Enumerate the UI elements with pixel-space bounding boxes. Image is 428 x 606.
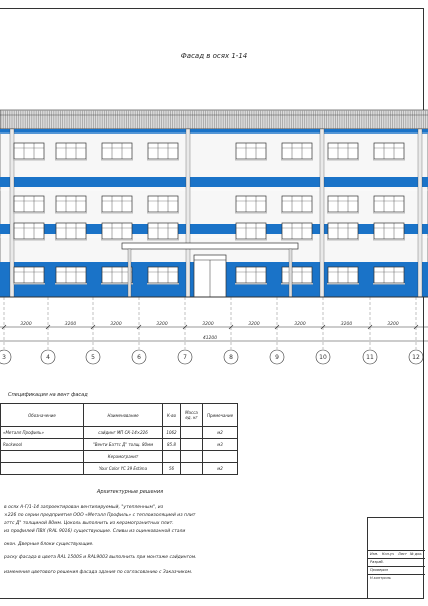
window [56,143,86,159]
axis-label: 8 [229,354,233,361]
title-block-row [368,574,425,583]
window-sill [327,212,359,214]
spec-qty: 1062 [163,427,181,439]
window-sill [13,283,45,285]
axis-label: 3 [2,354,6,361]
spec-title: Спецификация на вент фасад [8,392,88,398]
window-sill [327,239,359,241]
note-line: окон. Дверные блоки существующие. [4,542,94,547]
dimension-label: 3200 [340,322,353,327]
window [102,223,132,239]
canopy-post [128,249,131,297]
window [282,267,312,283]
window-sill [101,239,133,241]
spec-name: сайдинг МП СК-14×226 [84,427,163,439]
window [282,143,312,159]
window-sill [13,212,45,214]
entrance-canopy [122,243,298,249]
window [148,223,178,239]
window-sill [327,283,359,285]
window [14,267,44,283]
stamp-norm-control: Н.контроль [370,576,391,580]
spec-header-name: Наименование [84,404,163,427]
spec-table [0,403,238,475]
note-line: изменения цветового решения фасада здания по согласованию с Заказчиком. [4,570,193,575]
spec-row [1,463,238,475]
spec-note: м2 [203,463,238,475]
window [102,143,132,159]
stamp-col-count: Кол.уч [382,552,395,556]
window-sill [55,159,87,161]
note-line: раску фасада в цвета RAL 1500S и RAL9003 выполнить при монтаже сайдингом. [4,555,197,560]
note-line: из профилей ПВХ (RAL 9016) существующие. Сливы из оцинкованной стали [4,529,186,534]
window-sill [13,159,45,161]
canopy-post [289,249,292,297]
stamp-developer: Разраб. [370,560,384,564]
window [14,196,44,212]
spec-mass [181,451,203,463]
window-sill [235,239,267,241]
dimension-label: 3200 [248,322,260,327]
window-sill [235,159,267,161]
window [328,223,358,239]
pilaster [186,129,190,297]
spec-designation: Rockwool [1,439,84,451]
spec-designation [1,463,84,475]
window [102,196,132,212]
window [148,267,178,283]
window-sill [101,159,133,161]
window [328,143,358,159]
window [236,223,266,239]
window [236,267,266,283]
window-sill [373,212,405,214]
window [374,196,404,212]
pilaster [320,129,324,297]
window [236,196,266,212]
spec-header-designation: Обозначение [1,404,84,427]
stamp-col-sheet: Лист [398,552,407,556]
notes-title: Архитектурные решения [96,489,164,495]
window-sill [147,212,179,214]
window-sill [327,159,359,161]
window-sill [13,239,45,241]
window-sill [373,159,405,161]
spec-mass [181,439,203,451]
window [56,223,86,239]
stamp-checked: Проверил [370,568,388,572]
pilaster [418,129,422,297]
total-dimension-label: 41200 [202,336,218,341]
spec-qty: 85.8 [163,439,181,451]
note-line: в осях А-Г/1-14 запроектирован вентилируемый, "утепленным", из [4,505,164,510]
spec-name: Your Color YC 39 Estima [84,463,163,475]
window-sill [101,212,133,214]
window-sill [55,283,87,285]
axis-label: 10 [319,354,327,361]
axis-label: 4 [46,354,50,361]
dimension-label: 3200 [202,322,214,327]
spec-qty [163,451,181,463]
window [374,143,404,159]
window [282,223,312,239]
spec-row [1,451,238,463]
stamp-col-change: Изм. [370,552,379,556]
dimension-label: 3200 [110,322,122,327]
window [56,267,86,283]
window-sill [147,239,179,241]
spec-mass [181,427,203,439]
spec-row [1,427,238,439]
window-sill [281,212,313,214]
stamp-col-doc: № док. [410,552,423,556]
window-sill [147,283,179,285]
axis-label: 6 [137,354,141,361]
axis-label: 11 [366,354,374,361]
window-sill [281,239,313,241]
window [14,223,44,239]
spec-header-mass: Масса ед. кг [181,404,203,427]
window-sill [55,239,87,241]
window [374,223,404,239]
window-sill [147,159,179,161]
sheet-title: Фасад в осях 1-14 [180,52,248,60]
axis-label: 12 [412,354,420,361]
spec-row [1,439,238,451]
title-block [367,517,424,599]
window [148,196,178,212]
dimension-label: 3200 [20,322,32,327]
window [374,267,404,283]
spec-note: м2 [203,427,238,439]
window [236,143,266,159]
blue-panel-band [0,177,428,187]
window [328,267,358,283]
axis-label: 5 [91,354,95,361]
window [148,143,178,159]
spec-designation: «Металл Профиль» [1,427,84,439]
window [56,196,86,212]
window-sill [235,283,267,285]
window-sill [281,159,313,161]
spec-header-row [1,404,238,427]
dimension-label: 3200 [294,322,306,327]
window-sill [281,283,313,285]
spec-note [203,451,238,463]
spec-header-note: Примечание [203,404,238,427]
window [14,143,44,159]
window [102,267,132,283]
window-sill [235,212,267,214]
window [282,196,312,212]
axis-label: 9 [275,354,279,361]
spec-qty: 56 [163,463,181,475]
dimension-label: 3200 [387,322,399,327]
note-line: ×226 по серии предприятия ООО «Металл Профиль» с теплоизоляцией из плит [4,513,196,518]
window-sill [373,283,405,285]
spec-name: "Венти Баттс Д" толщ. 80мм [84,439,163,451]
dimension-label: 3200 [156,322,168,327]
axis-label: 7 [183,354,187,361]
window [328,196,358,212]
window-sill [373,239,405,241]
spec-name: Керамогранит [84,451,163,463]
spec-note: м3 [203,439,238,451]
spec-mass [181,463,203,475]
note-line: аттс Д" толщиной 80мм. Цоколь выполнить из керамогранитных плит. [4,521,174,526]
window-sill [55,212,87,214]
spec-header-qty: К-во [163,404,181,427]
spec-designation [1,451,84,463]
dimension-label: 3200 [64,322,77,327]
